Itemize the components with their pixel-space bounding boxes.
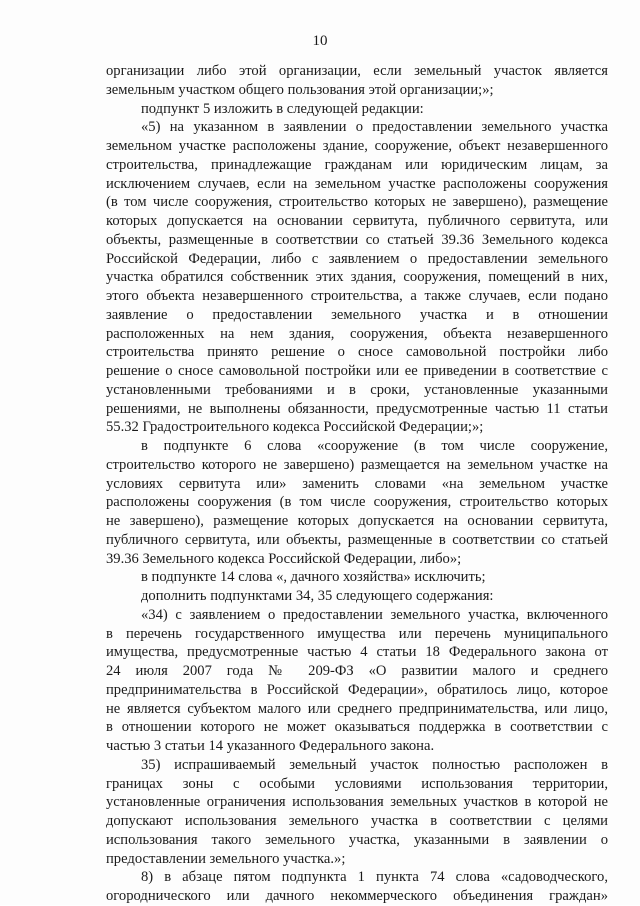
- text-line: 35) испрашиваемый земельный участок полностью расположен в: [141, 756, 608, 773]
- text-line: частью 3 статьи 14 указанного Федерального закона.: [106, 738, 435, 754]
- body-text: [106, 62, 608, 906]
- text-line: публичного сервитута, или объекты, размещенные в соответствии со статьей: [106, 531, 608, 548]
- text-line: объекты, размещенные в соответствии со статьей 39.36 Земельного кодекса: [106, 231, 608, 248]
- text-line: установленные ограничения использования земельных участков в которой не: [106, 794, 608, 811]
- text-line: которых допускается на основании сервитута, публичного сервитута, или: [106, 213, 608, 229]
- text-line: огороднического или дачного некоммерческого объединения граждан»: [106, 888, 608, 904]
- text-line: решениями, не выполнены обязанности, предусмотренные частью 11 статьи: [106, 400, 608, 417]
- text-line: в перечень государственного имущества или перечень муниципального: [106, 625, 608, 642]
- text-line: организации либо этой организации, если земельный участок является: [106, 63, 608, 79]
- text-line: границах зоны с особыми условиями использования территории,: [106, 775, 608, 792]
- text-line: решение о сносе самовольной постройки или ее приведении в соответствие с: [106, 363, 608, 379]
- page-number: 10: [312, 33, 328, 49]
- text-line: условиях сервитута или» заменить словами «на земельном участке: [106, 475, 608, 492]
- text-line: предпринимательства в Российской Федерации», обратилось лицо, которое: [106, 681, 608, 698]
- text-line: использования такого земельного участка, указанными в заявлении о: [106, 831, 608, 848]
- text-line: строительства принято решение о сносе самовольной постройки либо: [106, 344, 608, 361]
- text-line: строительство которого не завершено) размещается на земельном участке на: [106, 456, 608, 473]
- text-line: в подпункте 6 слова «сооружение (в том числе сооружение,: [141, 438, 608, 454]
- text-line: земельным участком общего пользования этой организации;»;: [106, 81, 494, 98]
- text-line: 24 июля 2007 года № 209-ФЗ «О развитии малого и среднего: [106, 663, 608, 679]
- text-line: этого объекта незавершенного строительства, а также случаев, если подано: [106, 288, 608, 304]
- text-line: допускают использования земельного участка в соответствии с целями: [106, 813, 608, 829]
- text-line: 39.36 Земельного кодекса Российской Федерации, либо»;: [106, 550, 462, 567]
- text-line: не является субъектом малого или среднего предпринимательства, или лицо,: [106, 700, 608, 717]
- text-line: строительства, принадлежащие гражданам или юридическим лицам, за: [106, 156, 608, 173]
- text-line: «34) с заявлением о предоставлении земельного участка, включенного: [141, 606, 608, 623]
- text-line: предоставлении земельного участка.»;: [106, 850, 346, 867]
- text-line: дополнить подпунктами 34, 35 следующего содержания:: [141, 588, 494, 604]
- text-line: «5) на указанном в заявлении о предоставлении земельного участка: [141, 119, 608, 136]
- text-line: в подпункте 14 слова «, дачного хозяйства» исключить;: [141, 569, 486, 586]
- text-line: земельном участке расположены здание, сооружение, объект незавершенного: [106, 138, 608, 154]
- text-line: Российской Федерации, либо с заявлением о предоставлении земельного: [106, 250, 608, 267]
- text-line: исключением случаев, если на земельном участке расположены сооружения: [106, 175, 608, 192]
- text-line: участка обратился собственник этих здания, сооружения, помещений в них,: [106, 269, 608, 286]
- text-line: расположенных на нем здания, сооружения, объекта незавершенного: [106, 325, 608, 342]
- text-line: имущества, предусмотренные частью 4 статьи 18 Федерального закона от: [106, 644, 608, 661]
- text-line: 8) в абзаце пятом подпункта 1 пункта 74 слова «садоводческого,: [141, 869, 608, 886]
- text-line: заявление о предоставлении земельного участка и в отношении: [106, 306, 608, 323]
- text-line: не завершено), размещение которых допускается на основании сервитута,: [106, 513, 608, 529]
- text-line: расположены сооружения (в том числе сооружения, строительство которых: [106, 494, 608, 511]
- text-line: 55.32 Градостроительного кодекса Российской Федерации;»;: [106, 419, 484, 436]
- text-line: установленными требованиями и в сроки, установленные указанными: [106, 381, 608, 398]
- text-line: в отношении которого не может оказываться поддержка в соответствии с: [106, 719, 608, 736]
- text-line: (в том числе сооружения, строительство которых не завершено), размещение: [106, 194, 608, 211]
- text-line: подпункт 5 изложить в следующей редакции:: [141, 100, 424, 117]
